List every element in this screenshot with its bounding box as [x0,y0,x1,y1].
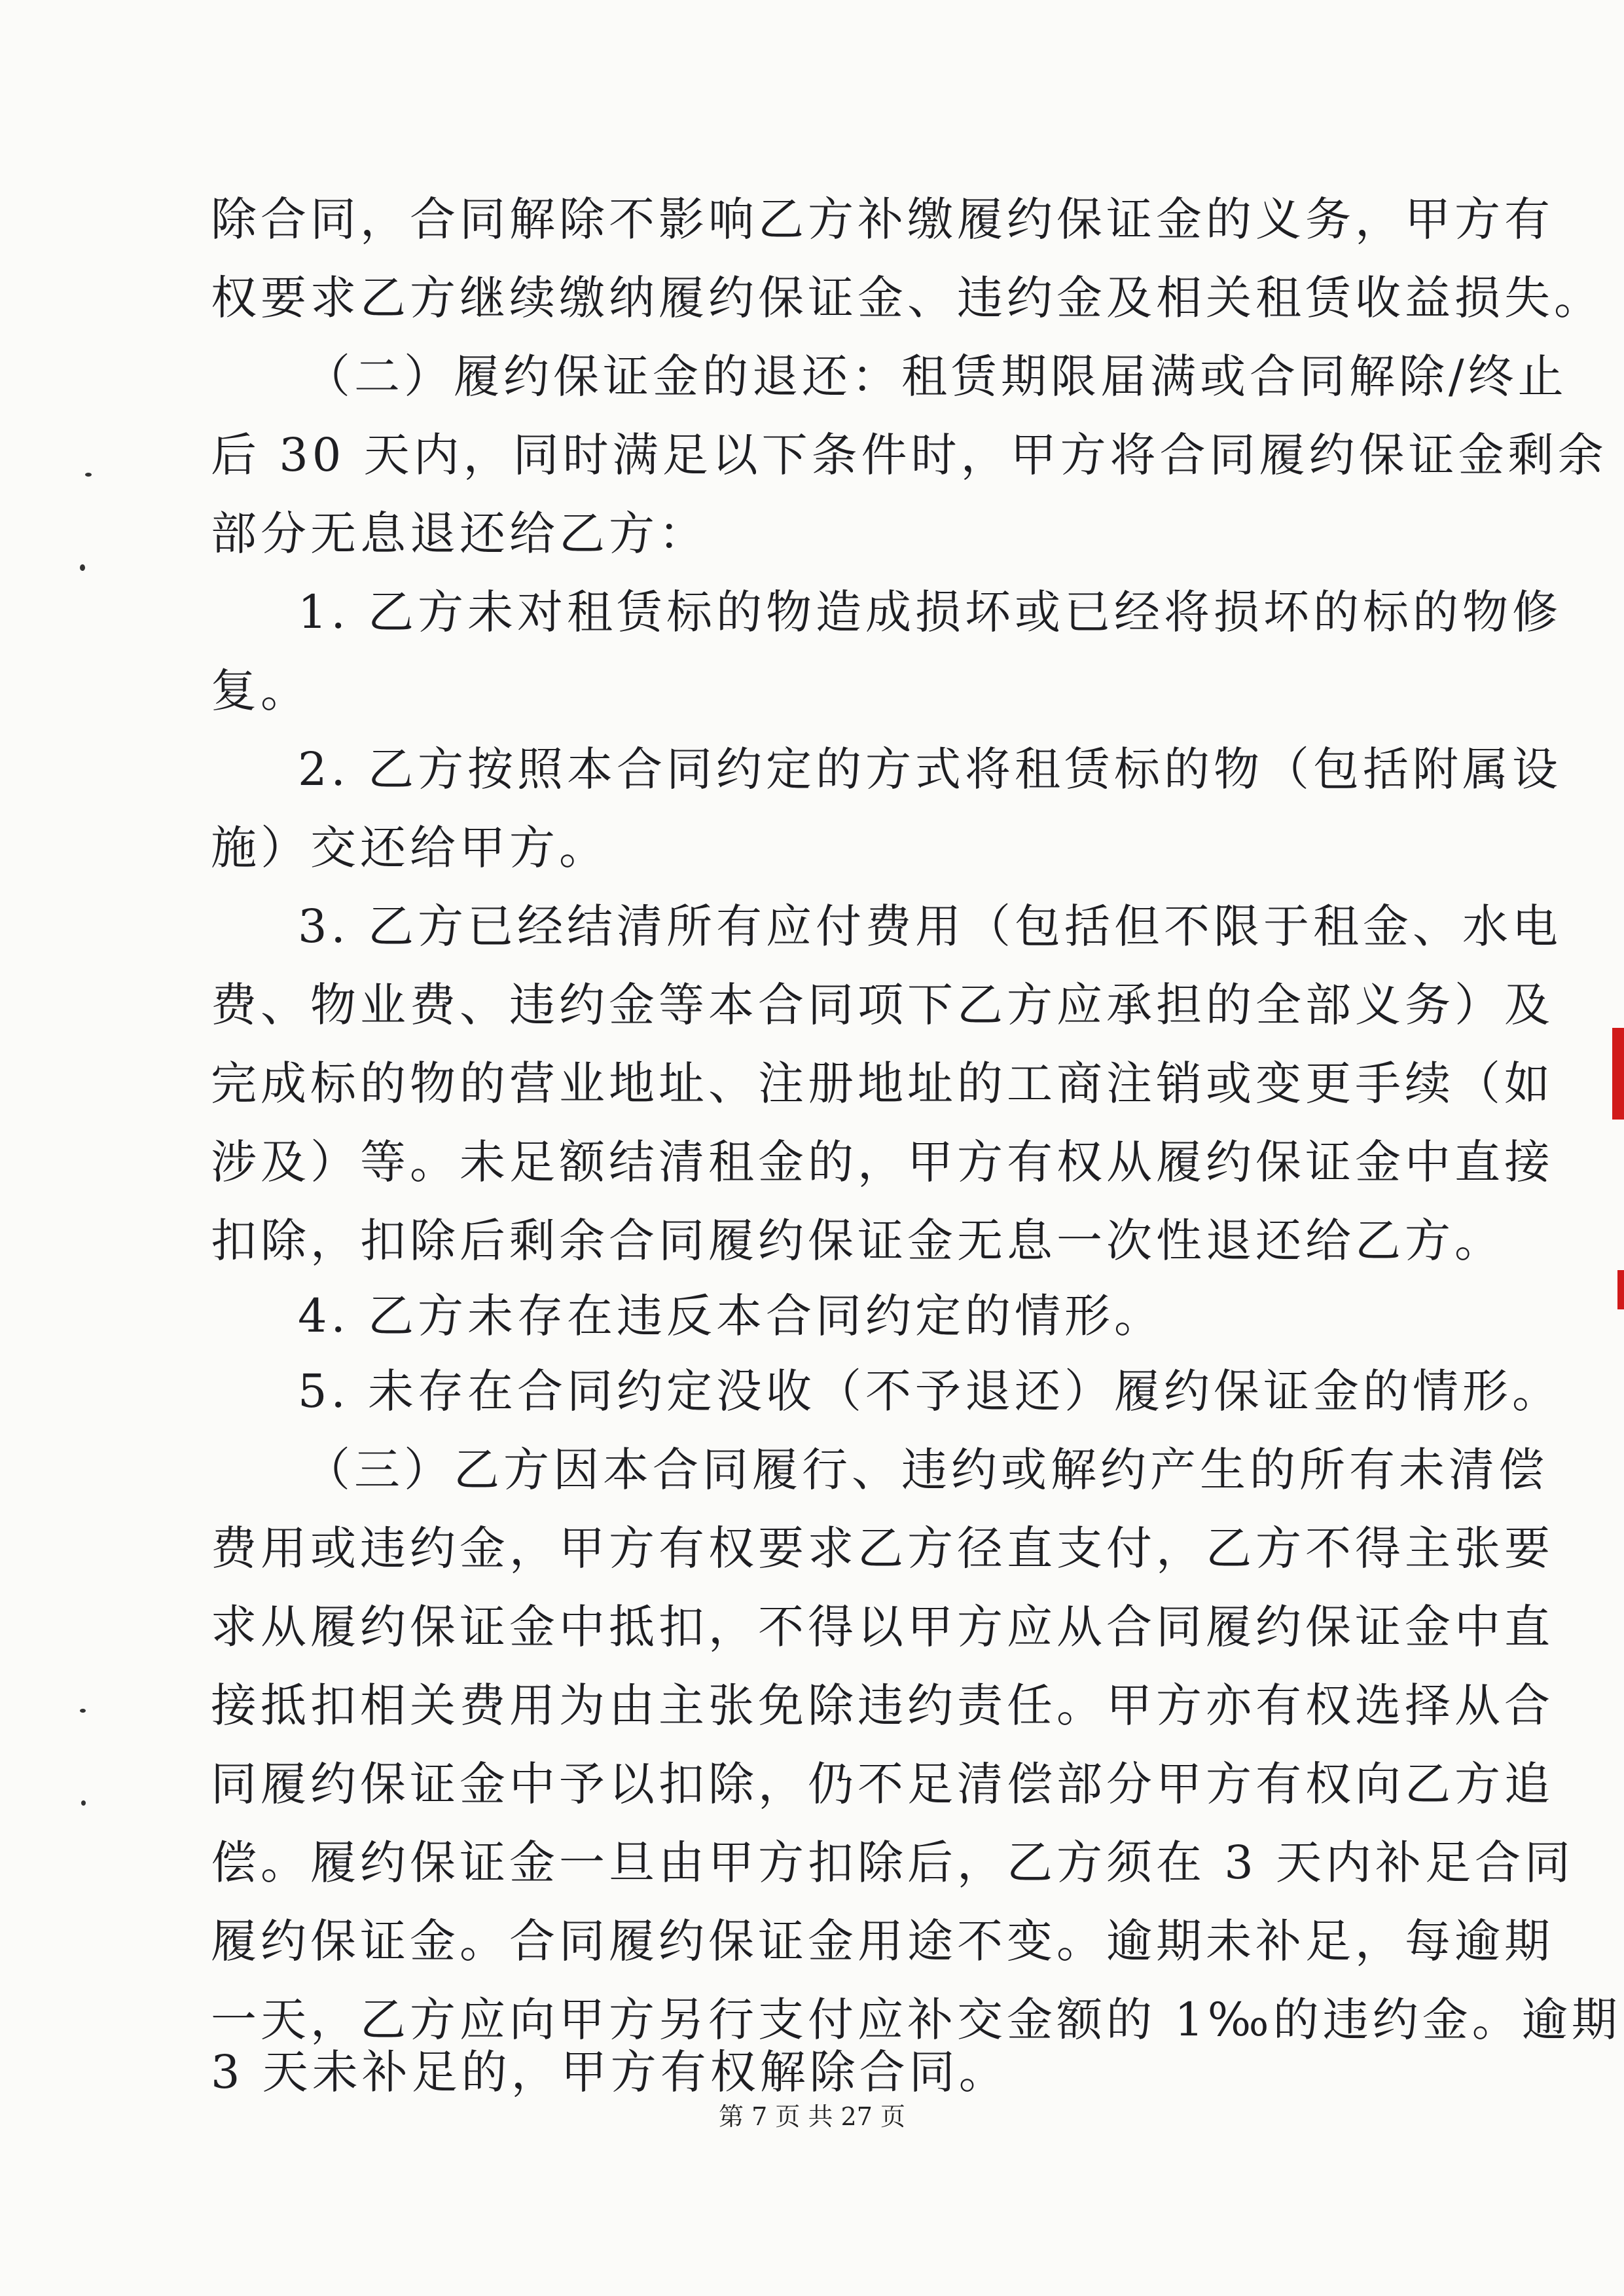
paragraph-line: 履约保证金。合同履约保证金用途不变。逾期未补足，每逾期 [211,1914,1554,1968]
paragraph-line: 求从履约保证金中抵扣，不得以甲方应从合同履约保证金中直 [211,1600,1554,1654]
seal-edge-mark [1617,1270,1624,1309]
list-item-line: 复。 [211,664,310,718]
scan-speck [80,1709,86,1713]
list-item-line: 5. 未存在合同约定没收（不予退还）履约保证金的情形。 [298,1364,1562,1418]
seal-edge-mark [1612,1028,1624,1120]
list-item-line: 4. 乙方未存在违反本合同约定的情形。 [298,1289,1164,1343]
list-item-line: 费、物业费、违约金等本合同项下乙方应承担的全部义务）及 [211,978,1554,1032]
list-item-line: 施）交还给甲方。 [211,821,609,875]
section-heading-line: （三）乙方因本合同履行、违约或解约产生的所有未清偿 [304,1443,1548,1497]
list-item-line: 3. 乙方已经结清所有应付费用（包括但不限于租金、水电 [298,900,1562,953]
list-item-line: 涉及）等。未足额结清租金的，甲方有权从履约保证金中直接 [211,1135,1554,1189]
paragraph-line: 除合同，合同解除不影响乙方补缴履约保证金的义务，甲方有 [211,192,1554,246]
list-item-line: 1. 乙方未对租赁标的物造成损坏或已经将损坏的标的物修 [298,585,1562,639]
list-item-line: 扣除，扣除后剩余合同履约保证金无息一次性退还给乙方。 [211,1214,1504,1267]
scan-speck [85,473,92,477]
paragraph-line: 权要求乙方继续缴纳履约保证金、违约金及相关租赁收益损失。 [211,271,1604,325]
paragraph-line: 接抵扣相关费用为由主张免除违约责任。甲方亦有权选择从合 [211,1679,1554,1732]
paragraph-line: 3 天未补足的，甲方有权解除合同。 [211,2045,1009,2099]
paragraph-line: 费用或违约金，甲方有权要求乙方径直支付，乙方不得主张要 [211,1522,1554,1575]
list-item-line: 2. 乙方按照本合同约定的方式将租赁标的物（包括附属设 [298,742,1562,796]
page-number-footer: 第 7 页 共 27 页 [719,2102,905,2131]
scan-speck [81,1800,86,1806]
list-item-line: 完成标的物的营业地址、注册地址的工商注销或变更手续（如 [211,1057,1554,1110]
paragraph-line: 后 30 天内，同时满足以下条件时，甲方将合同履约保证金剩余 [211,428,1608,482]
scan-speck [80,564,85,571]
section-heading-line: （二）履约保证金的退还：租赁期限届满或合同解除/终止 [304,350,1568,403]
paragraph-line: 偿。履约保证金一旦由甲方扣除后，乙方须在 3 天内补足合同 [211,1836,1575,1889]
paragraph-line: 同履约保证金中予以扣除，仍不足清偿部分甲方有权向乙方追 [211,1757,1554,1811]
paragraph-line: 一天，乙方应向甲方另行支付应补交金额的 1‰的违约金。逾期 [211,1993,1621,2047]
paragraph-line: 部分无息退还给乙方： [211,507,708,560]
